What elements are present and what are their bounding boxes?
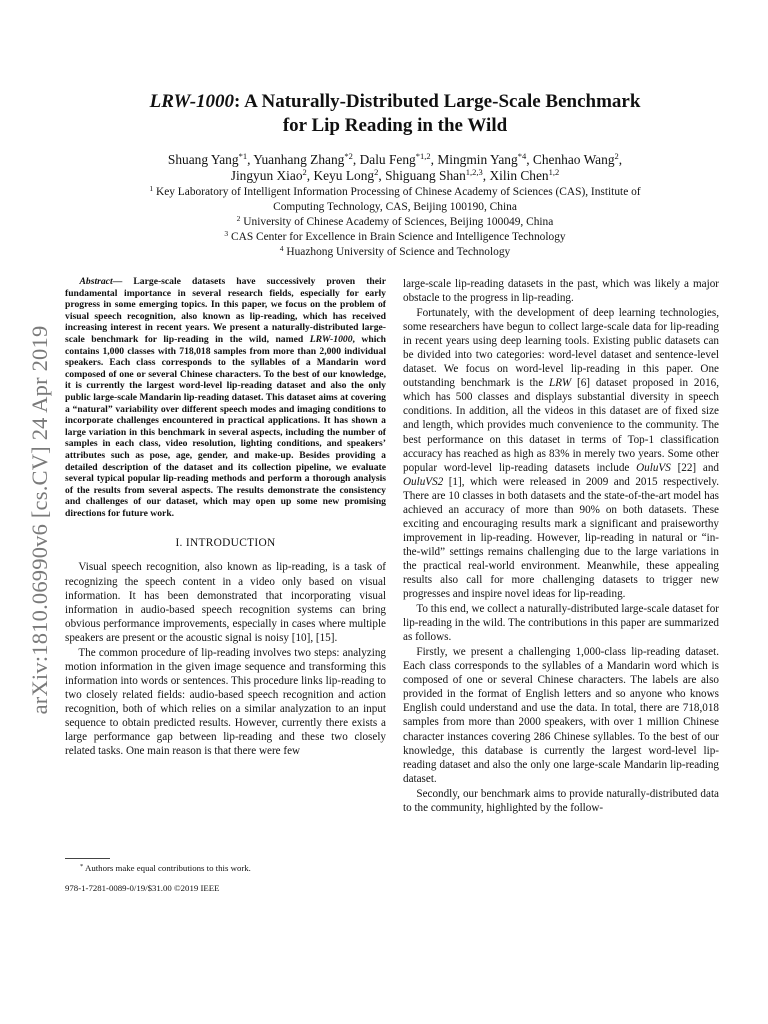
paper-title: [90, 90, 700, 138]
abstract: Abstract— Large-scale datasets have successively proven their fundamental importance in several research fields, especially for early progress in some emerging topics. In this paper, we focus on the problem of visual speech recognition, also known as lip-reading, which has received increasing interest in recent years. We present a naturally-distributed large-scale benchmark for lip-reading in the wild, named LRW-1000, which contains 1,000 classes with 718,018 samples from more than 2,000 individual speakers. Each class corresponds to the syllables of a Mandarin word composed of one or several Chinese characters. To the best of our knowledge, it is currently the largest word-level lip-reading dataset and also the only public large-scale Mandarin lip-reading dataset. This dataset aims at covering a “natural” variability over different speech modes and imaging conditions to incorporate challenges encountered in practical applications. It has shown a large variation in this benchmark in several aspects, including the number of samples in each class, video resolution, lighting conditions, and speakers’ attributes such as pose, age, gender, and make-up. Besides providing a detailed description of the dataset and its collection pipeline, we evaluate several typical popular lip-reading methods and perform a thorough analysis of the results from several aspects. The results demonstrate the consistency and challenges of our dataset, which may open up some new promising directions for future work.: [65, 276, 386, 519]
author: Mingmin Yang$^{*4}$,: [437, 151, 533, 167]
body-paragraph: Secondly, our benchmark aims to provide naturally-distributed data to the community, highlighted by the follow-: [403, 787, 719, 814]
footnote-divider: [65, 858, 110, 859]
footnote: * Authors make equal contributions to this work.: [80, 863, 251, 873]
author: Dalu Feng$^{*1,2}$,: [359, 151, 438, 167]
arxiv-identifier-stamp: arXiv:1810.06990v6 [cs.CV] 24 Apr 2019: [27, 325, 52, 715]
right-column: [403, 276, 719, 815]
citation-ouluvs: OuluVS: [636, 461, 671, 474]
copyright-line: 978-1-7281-0089-0/19/$31.00 ©2019 IEEE: [65, 883, 220, 893]
intro-paragraph: The common procedure of lip-reading involves two steps: analyzing motion information in the given image sequence and transforming this information into words or sentences. This procedure links lip-reading to two closely related fields: audio-based speech recognition and action recognition, both of which relies on a similar analyzation to an input sequence to obtain predicted results. However, currently there exists a large performance gap between lip-reading and these two closely related tasks. One main reason is that there were few: [65, 646, 386, 758]
body-paragraph: To this end, we collect a naturally-distributed large-scale dataset for lip-reading in the wild. The contributions in this paper are summarized as follows.: [403, 603, 719, 644]
affiliation: $^3$ CAS Center for Excellence in Brain Science and Intelligence Technology: [224, 229, 566, 243]
title-dataset-name: LRW-1000: [149, 91, 235, 112]
abstract-dataset-name: LRW-1000: [309, 333, 353, 345]
body-paragraph: Fortunately, with the development of deep learning technologies, some researchers have begun to collect large-scale data for lip-reading in recent years using deep learning tools. Existing public datasets can be divided into two categories: word-level dataset and sentence-level dataset. We focus on word-level lip-reading in this paper. One outstanding benchmark is the LRW [6] dataset proposed in 2016, which has 500 classes and displays substantial diversity in speech conditions. In addition, all the videos in this dataset are of fixed size and length, which provides much convenience to the community. The best performance on this dataset in terms of Top-1 classification accuracy has reached as high as 83% in merely two years. Some other popular word-level lip-reading datasets include OuluVS [22] and OuluVS2 [1], which were released in 2009 and 2015 respectively. There are 10 classes in both datasets and the state-of-the-art model has achieved an accuracy of more than 90% on both datasets. These exciting and encouraging results mark a significant and praiseworthy improvement in lip-reading. However, lip-reading in natural or “in-the-wild” settings remains challenging due to the large variations in the practical real-world environment. Meanwhile, these appealing results also call for more challenging datasets to trigger new progresses and inspire novel ideas for lip-reading.: [403, 307, 719, 601]
author: Xilin Chen$^{1,2}$: [489, 167, 560, 183]
author: Keyu Long$^2$,: [313, 167, 386, 183]
affiliation: $^2$ University of Chinese Academy of Sciences, Beijing 100049, China: [236, 214, 554, 228]
affiliation: $^1$ Key Laboratory of Intelligent Information Processing of Chinese Academy of Sciences (CAS), Institute of Computing Technology, CAS, Beijing 100190, China: [149, 184, 641, 213]
author: Yuanhang Zhang$^{*2}$,: [253, 151, 360, 167]
citation-lrw: LRW: [549, 377, 572, 390]
body-paragraph: large-scale lip-reading datasets in the past, which was likely a major obstacle to the progress in lip-reading.: [403, 278, 719, 305]
citation-ouluvs2: OuluVS2: [403, 475, 444, 488]
author: Chenhao Wang$^2$,: [532, 151, 623, 167]
affiliation: $^4$ Huazhong University of Science and Technology: [279, 244, 511, 258]
affiliation-list: [90, 185, 700, 260]
title-line-2: for Lip Reading in the Wild: [282, 115, 508, 136]
abstract-label: Abstract: [79, 276, 113, 287]
author: Shiguang Shan$^{1,2,3}$,: [385, 167, 490, 183]
section-heading-introduction: I. INTRODUCTION: [175, 537, 276, 550]
intro-paragraph: Visual speech recognition, also known as lip-reading, is a task of recognizing the speech content in a video only based on visual information. It has been demonstrated that incorporating visual information in audio-based speech recognition systems can bring obvious performance improvements, especially in cases where multiple speakers are present or the acoustic signal is noisy [10], [15].: [65, 561, 386, 644]
author-list: [90, 152, 700, 184]
body-paragraph: Firstly, we present a challenging 1,000-class lip-reading dataset. Each class corresponds to the syllables of a Mandarin word which is composed of one or several Chinese characters. The labels are also provided in the format of English letters and so anyone who knows English could understand and use the data. In total, there are 718,018 samples from more than 2000 speakers, with over 1 million Chinese character instances covering 286 Chinese syllables. To the best of our knowledge, this database is currently the largest word-level lip-reading dataset and also the only one large-scale Mandarin lip-reading dataset.: [403, 646, 719, 785]
left-column: [65, 276, 386, 758]
author: Jingyun Xiao$^2$,: [230, 167, 314, 183]
author: Shuang Yang$^{*1}$,: [167, 151, 254, 167]
title-line-1: : A Naturally-Distributed Large-Scale Benchmark: [234, 91, 641, 112]
